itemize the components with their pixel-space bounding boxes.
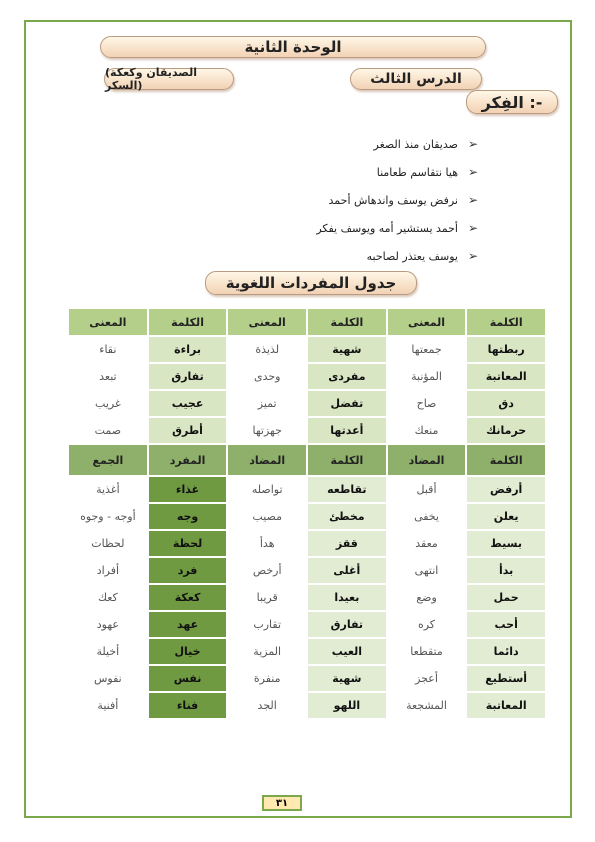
table-cell: وجه — [148, 503, 228, 530]
table-row — [68, 665, 546, 692]
table-cell: نفوس — [68, 665, 148, 692]
table-cell: أطرق — [148, 417, 228, 444]
table-row — [68, 417, 546, 444]
header-cell: الكلمة — [307, 444, 387, 476]
table-cell: وضع — [387, 584, 467, 611]
table-cell: المؤنبة — [387, 363, 467, 390]
header-cell: الكلمة — [466, 444, 546, 476]
table-cell: أفراد — [68, 557, 148, 584]
table-cell: كره — [387, 611, 467, 638]
table-cell: براءة — [148, 336, 228, 363]
table-cell: أخيلة — [68, 638, 148, 665]
table-cell: المعاتبة — [466, 363, 546, 390]
table-cell: حمل — [466, 584, 546, 611]
header-cell: المعنى — [387, 308, 467, 336]
table-row — [68, 390, 546, 417]
table-cell: أحب — [466, 611, 546, 638]
idea-item — [300, 130, 480, 158]
table-cell: العيب — [307, 638, 387, 665]
table-header-row — [68, 308, 546, 336]
header-cell: المعنى — [227, 308, 307, 336]
idea-text: هيا نتقاسم طعامنا — [376, 165, 458, 179]
table-cell: بدأ — [466, 557, 546, 584]
table-row — [68, 530, 546, 557]
table-cell: شهية — [307, 665, 387, 692]
table-cell: اللهو — [307, 692, 387, 719]
table-cell: بعيدا — [307, 584, 387, 611]
arrow-bullet-icon: ➢ — [467, 193, 479, 207]
header-cell: الجمع — [68, 444, 148, 476]
arrow-bullet-icon: ➢ — [467, 137, 479, 151]
table-cell: تفارق — [307, 611, 387, 638]
table-cell: مصيب — [227, 503, 307, 530]
table-cell: أرخص — [227, 557, 307, 584]
table-cell: تفارق — [148, 363, 228, 390]
idea-list — [300, 130, 480, 270]
arrow-bullet-icon: ➢ — [467, 165, 479, 179]
table-row — [68, 584, 546, 611]
table-cell: أوجه - وجوه — [68, 503, 148, 530]
table-cell: أعدتها — [307, 417, 387, 444]
table-cell: فناء — [148, 692, 228, 719]
table-cell: أرفض — [466, 476, 546, 503]
table-cell: أستطيع — [466, 665, 546, 692]
table-cell: ربطتها — [466, 336, 546, 363]
table-cell: نفس — [148, 665, 228, 692]
idea-item — [300, 186, 480, 214]
header-cell: المضاد — [387, 444, 467, 476]
table-cell: انتهى — [387, 557, 467, 584]
header-cell: الكلمة — [148, 308, 228, 336]
table-cell: غريب — [68, 390, 148, 417]
table-cell: أعجز — [387, 665, 467, 692]
table-cell: صمت — [68, 417, 148, 444]
table-cell: تقارب — [227, 611, 307, 638]
lesson-title-banner: الدرس الثالث — [350, 68, 482, 90]
vocabulary-table — [67, 307, 547, 720]
table-cell: شهية — [307, 336, 387, 363]
table-cell: تميز — [227, 390, 307, 417]
arrow-bullet-icon: ➢ — [467, 249, 479, 263]
table-cell: صاح — [387, 390, 467, 417]
table-cell: هدأ — [227, 530, 307, 557]
table-row — [68, 476, 546, 503]
table-cell: أغلى — [307, 557, 387, 584]
table-cell: تبعد — [68, 363, 148, 390]
table-cell: أفنية — [68, 692, 148, 719]
idea-text: أحمد يستشير أمه ويوسف يفكر — [316, 221, 458, 235]
idea-text: صديقان منذ الصغر — [373, 137, 458, 151]
table-cell: تفضل — [307, 390, 387, 417]
table-cell: وحدى — [227, 363, 307, 390]
table-cell: ققز — [307, 530, 387, 557]
header-cell: المفرد — [148, 444, 228, 476]
table-cell: عهد — [148, 611, 228, 638]
table-cell: المزية — [227, 638, 307, 665]
table-header-row — [68, 444, 546, 476]
header-cell: الكلمة — [307, 308, 387, 336]
table-row — [68, 557, 546, 584]
table-cell: أقبل — [387, 476, 467, 503]
table-cell: يخفى — [387, 503, 467, 530]
table-cell: لذيذة — [227, 336, 307, 363]
table-cell: نقاء — [68, 336, 148, 363]
idea-title-banner: الفِكر :- — [466, 90, 558, 114]
table-cell: كعكة — [148, 584, 228, 611]
table-row — [68, 336, 546, 363]
table-cell: عجيب — [148, 390, 228, 417]
table-cell: معقد — [387, 530, 467, 557]
idea-item — [300, 214, 480, 242]
table-row — [68, 638, 546, 665]
idea-item — [300, 242, 480, 270]
arrow-bullet-icon: ➢ — [467, 221, 479, 235]
header-cell: المعنى — [68, 308, 148, 336]
table-cell: مخطئ — [307, 503, 387, 530]
table-cell: يعلن — [466, 503, 546, 530]
table-cell: تواصله — [227, 476, 307, 503]
table-cell: لحظات — [68, 530, 148, 557]
idea-text: نرفض يوسف واندهاش أحمد — [328, 193, 458, 207]
table-cell: كعك — [68, 584, 148, 611]
table-cell: منعك — [387, 417, 467, 444]
table-row — [68, 503, 546, 530]
idea-item — [300, 158, 480, 186]
table-row — [68, 611, 546, 638]
table-cell: متقطعا — [387, 638, 467, 665]
table-row — [68, 692, 546, 719]
table-cell: عهود — [68, 611, 148, 638]
table-cell: مفردى — [307, 363, 387, 390]
table-cell: جهزتها — [227, 417, 307, 444]
table-cell: لحظة — [148, 530, 228, 557]
table-cell: حرمانك — [466, 417, 546, 444]
header-cell: المضاد — [227, 444, 307, 476]
header-cell: الكلمة — [466, 308, 546, 336]
table-cell: قريبا — [227, 584, 307, 611]
table-cell: منفرة — [227, 665, 307, 692]
table-row — [68, 363, 546, 390]
table-cell: دائما — [466, 638, 546, 665]
idea-text: يوسف يعتذر لصاحبه — [366, 249, 458, 263]
unit-title-banner: الوحدة الثانية — [100, 36, 486, 58]
table-cell: المعاتبة — [466, 692, 546, 719]
table-cell: غذاء — [148, 476, 228, 503]
table-cell: خيال — [148, 638, 228, 665]
story-title-banner: (الصديقان وكعكة السكر) — [104, 68, 234, 90]
table-cell: بسيط — [466, 530, 546, 557]
table-cell: أغذية — [68, 476, 148, 503]
page-number: ٣١ — [262, 795, 302, 811]
table-cell: فرد — [148, 557, 228, 584]
table-cell: الجد — [227, 692, 307, 719]
vocabulary-title-banner: جدول المفردات اللغوية — [205, 271, 417, 295]
table-cell: جمعتها — [387, 336, 467, 363]
table-cell: المشجعة — [387, 692, 467, 719]
table-cell: تقاطعه — [307, 476, 387, 503]
table-cell: دق — [466, 390, 546, 417]
